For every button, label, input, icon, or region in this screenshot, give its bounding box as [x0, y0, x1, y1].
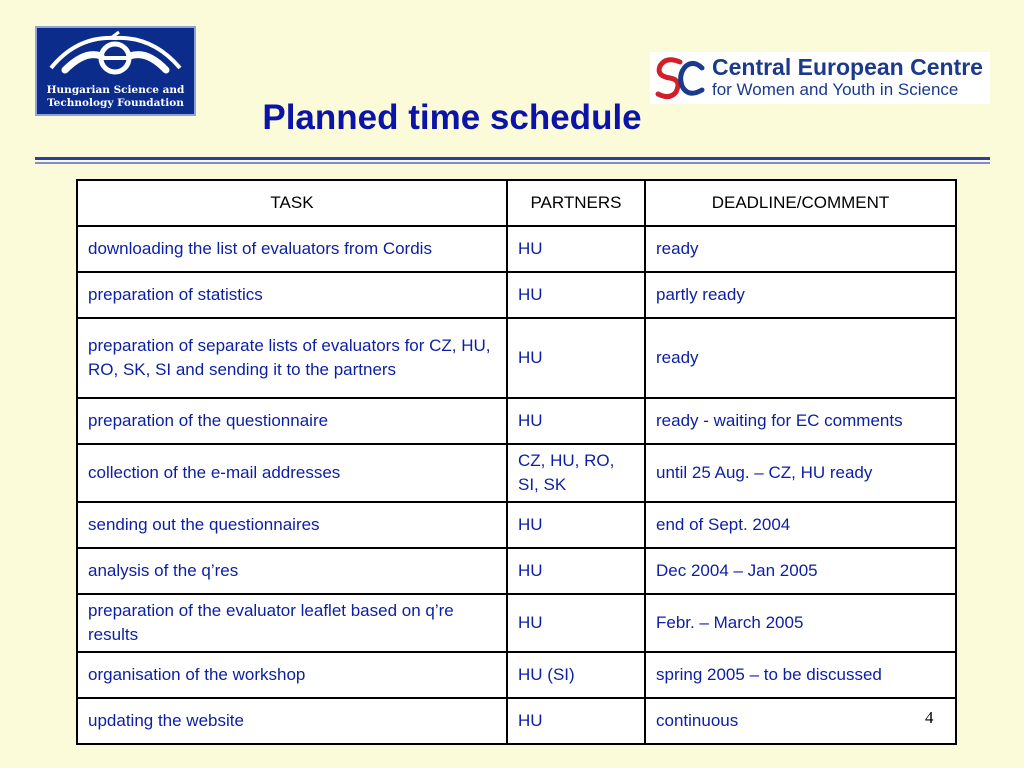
deadline-cell: ready — [645, 226, 956, 272]
header-deadline-comment: DEADLINE/COMMENT — [645, 180, 956, 226]
task-cell: organisation of the workshop — [77, 652, 507, 698]
task-cell: analysis of the q’res — [77, 548, 507, 594]
title-divider-secondary — [35, 162, 990, 164]
central-european-centre-logo — [650, 52, 990, 104]
schedule-table — [76, 179, 957, 745]
table-row — [77, 502, 956, 548]
table-row — [77, 318, 956, 398]
task-cell: preparation of separate lists of evaluators for CZ, HU, RO, SK, SI and sending it to the partners — [77, 318, 507, 398]
partners-cell: CZ, HU, RO, SI, SK — [507, 444, 645, 502]
task-cell: preparation of statistics — [77, 272, 507, 318]
task-cell: sending out the questionnaires — [77, 502, 507, 548]
header-task: TASK — [77, 180, 507, 226]
table-row — [77, 594, 956, 652]
partners-cell: HU — [507, 398, 645, 444]
centre-name-line1: Central European Centre — [712, 54, 983, 80]
task-cell: downloading the list of evaluators from Cordis — [77, 226, 507, 272]
deadline-cell: end of Sept. 2004 — [645, 502, 956, 548]
page-title: Planned time schedule — [262, 98, 642, 137]
deadline-cell: ready — [645, 318, 956, 398]
partners-cell: HU — [507, 318, 645, 398]
centre-name-line2: for Women and Youth in Science — [712, 80, 959, 99]
partners-cell: HU — [507, 698, 645, 744]
page-number: 4 — [925, 708, 934, 727]
partners-cell: HU — [507, 594, 645, 652]
deadline-cell: Febr. – March 2005 — [645, 594, 956, 652]
title-divider — [35, 157, 990, 160]
deadline-cell: until 25 Aug. – CZ, HU ready — [645, 444, 956, 502]
deadline-cell: Dec 2004 – Jan 2005 — [645, 548, 956, 594]
table-row — [77, 444, 956, 502]
partners-cell: HU — [507, 502, 645, 548]
partners-cell: HU — [507, 548, 645, 594]
partners-cell: HU — [507, 272, 645, 318]
table-row — [77, 398, 956, 444]
foundation-name: Hungarian Science and Technology Foundation — [46, 84, 185, 109]
sc-mark-icon — [650, 52, 710, 104]
table-row — [77, 226, 956, 272]
table-row — [77, 698, 956, 744]
table-row — [77, 548, 956, 594]
table-header-row — [77, 180, 956, 226]
deadline-cell: continuous — [645, 698, 956, 744]
partners-cell: HU — [507, 226, 645, 272]
deadline-cell: partly ready — [645, 272, 956, 318]
table-row — [77, 652, 956, 698]
task-cell: preparation of the questionnaire — [77, 398, 507, 444]
task-cell: updating the website — [77, 698, 507, 744]
deadline-cell: ready - waiting for EC comments — [645, 398, 956, 444]
deadline-cell: spring 2005 – to be discussed — [645, 652, 956, 698]
header-partners: PARTNERS — [507, 180, 645, 226]
net-emblem-icon — [37, 28, 194, 88]
task-cell: collection of the e-mail addresses — [77, 444, 507, 502]
partners-cell: HU (SI) — [507, 652, 645, 698]
table-row — [77, 272, 956, 318]
task-cell: preparation of the evaluator leaflet based on q’re results — [77, 594, 507, 652]
